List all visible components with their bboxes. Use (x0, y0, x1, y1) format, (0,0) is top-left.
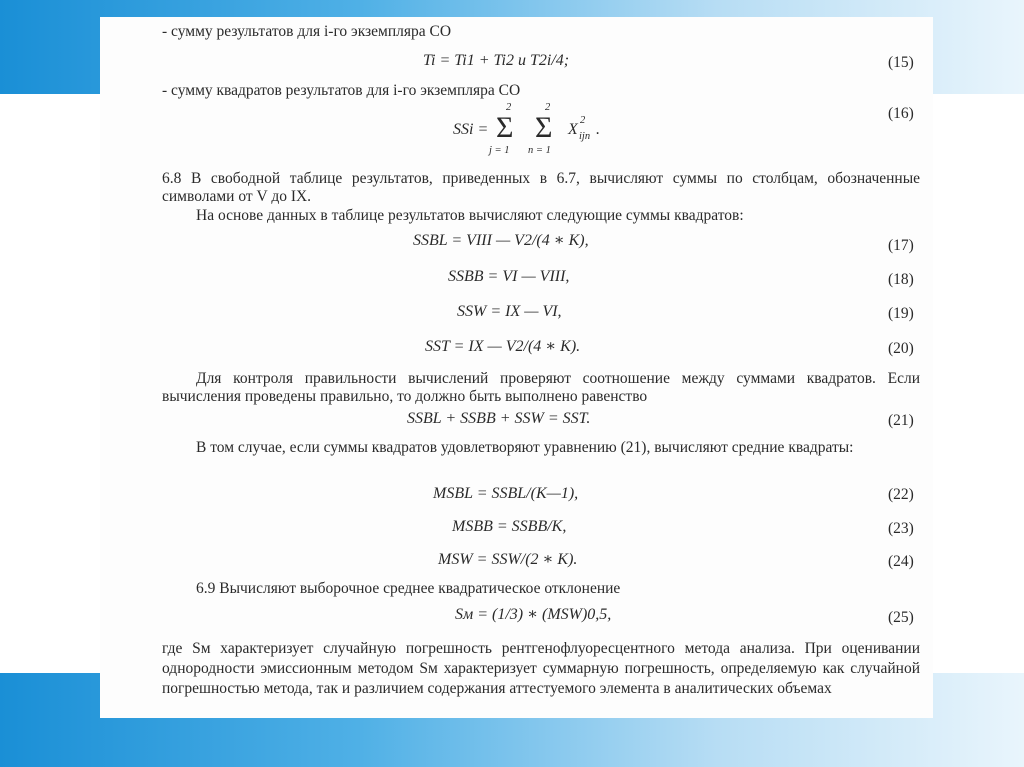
equation-16-term: X (568, 121, 578, 138)
sigma-icon: Σ (535, 111, 553, 144)
equation-24: MSW = SSW/(2 ∗ K). (438, 551, 578, 568)
equation-number-24: (24) (888, 553, 914, 570)
equation-18: SSBB = VI — VIII, (448, 268, 570, 285)
equation-17: SSBL = VIII — V2/(4 ∗ K), (413, 232, 589, 249)
equation-19: SSW = IX — VI, (457, 303, 562, 320)
equation-number-23: (23) (888, 520, 914, 537)
paragraph-6-8: 6.8 В свободной таблице результатов, приведенных в 6.7, вычисляют суммы по столбцам, обозначенные символами от V до IX. (162, 170, 920, 205)
equation-number-18: (18) (888, 271, 914, 288)
paragraph-final: где Sм характеризует случайную погрешность рентгенофлуоресцентного метода анализа. При оценивании однородности эмиссионным методом Sм характеризует суммарную погрешность, определяемую как случайной погрешностью метода, так и различием содержания аттестуемого элемента в аналитических объемах (162, 640, 920, 697)
sum1-upper-limit: 2 (506, 102, 512, 113)
text-line-sum-squares: - сумму квадратов результатов для i-го экземпляра СО (162, 82, 521, 99)
equation-23: MSBB = SSBB/K, (452, 518, 567, 535)
document-page (100, 17, 933, 718)
paragraph-6-8-continuation: На основе данных в таблице результатов вычисляют следующие суммы квадратов: (196, 207, 744, 224)
equation-number-17: (17) (888, 237, 914, 254)
equation-21: SSBL + SSBB + SSW = SST. (407, 410, 591, 427)
equation-16-lhs: SSi = (453, 121, 489, 138)
paragraph-control: Для контроля правильности вычислений проверяют соотношение между суммами квадратов. Если вычисления проведены правильно, то должно быть выполнено равенство (162, 370, 920, 405)
equation-number-15: (15) (888, 54, 914, 71)
sum1-lower-limit: j = 1 (489, 145, 510, 156)
sum2-lower-limit: n = 1 (528, 145, 551, 156)
sigma-icon: Σ (496, 111, 514, 144)
equation-25: Sм = (1/3) ∗ (MSW)0,5, (455, 606, 612, 623)
equation-20: SST = IX — V2/(4 ∗ K). (425, 338, 581, 355)
equation-number-25: (25) (888, 609, 914, 626)
equation-number-16: (16) (888, 105, 914, 122)
equation-22: MSBL = SSBL/(K—1), (433, 485, 579, 502)
text-line-sum-results: - сумму результатов для i-го экземпляра СО (162, 23, 452, 40)
paragraph-6-9: 6.9 Вычисляют выборочное среднее квадратическое отклонение (196, 580, 621, 597)
equation-16-tail: . (596, 121, 600, 138)
equation-number-20: (20) (888, 340, 914, 357)
equation-number-19: (19) (888, 305, 914, 322)
term-exponent: 2 (580, 115, 586, 126)
sum2-upper-limit: 2 (545, 102, 551, 113)
equation-number-21: (21) (888, 412, 914, 429)
term-subscript: ijn (579, 131, 591, 142)
equation-number-22: (22) (888, 486, 914, 503)
paragraph-case: В том случае, если суммы квадратов удовлетворяют уравнению (21), вычисляют средние квадраты: (196, 439, 854, 456)
equation-15: Ti = Ti1 + Ti2 и T2i/4; (423, 52, 570, 69)
